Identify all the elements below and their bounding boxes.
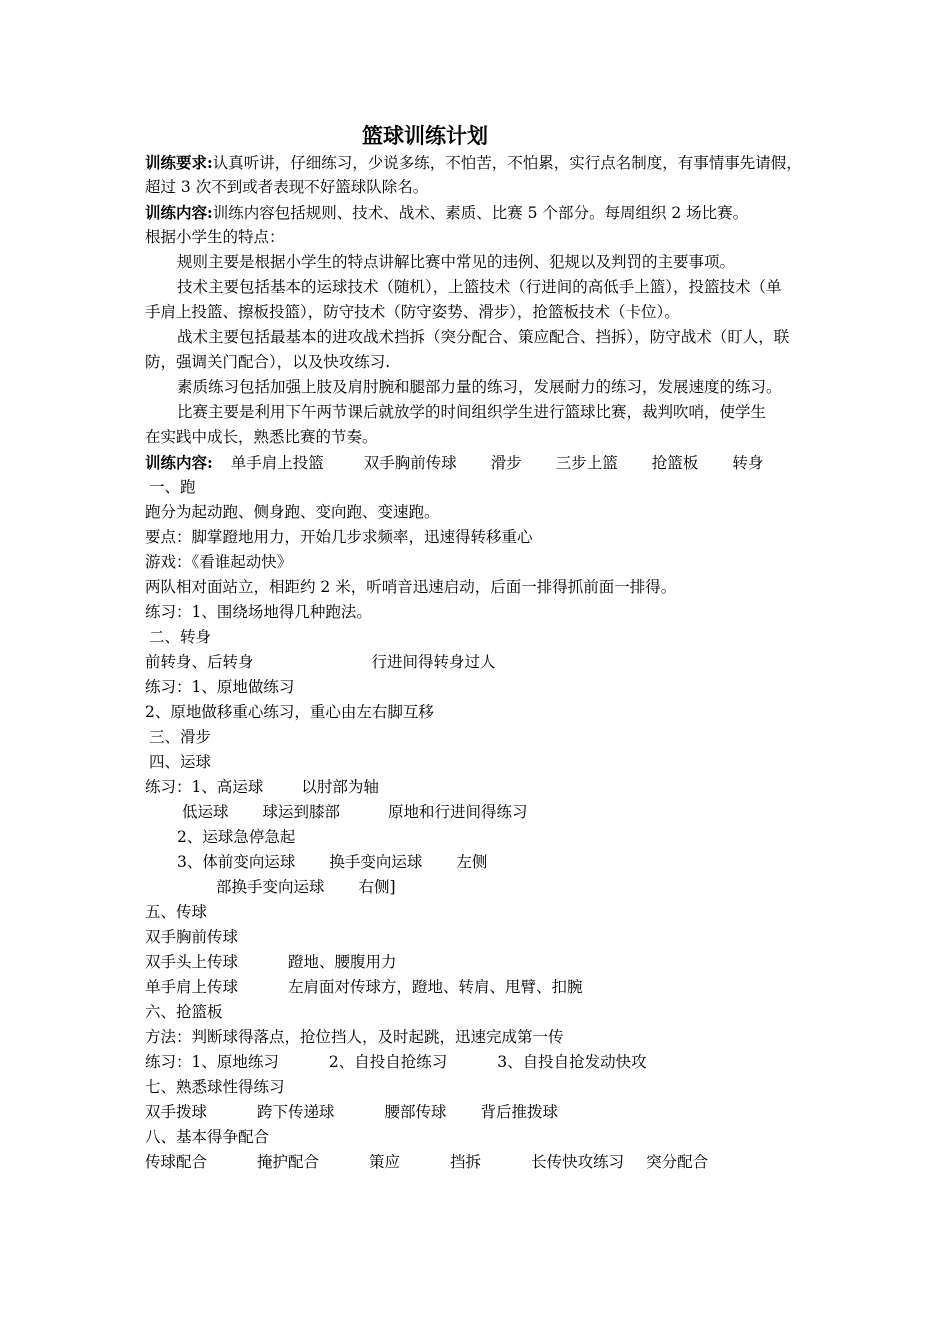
dribble-line-1: 练习：1、高运球 以肘部为轴	[145, 778, 379, 796]
content-label: 训练内容:	[145, 203, 213, 222]
rebound-practice: 练习：1、原地练习 2、自投自抢练习 3、自投自抢发动快攻	[145, 1053, 647, 1071]
tech-paragraph-2: 手肩上投篮、擦板投篮），防守技术（防守姿势、滑步），抢篮板技术（卡位）。	[145, 303, 680, 321]
match-paragraph-1: 比赛主要是利用下午两节课后就放学的时间组织学生进行篮球比赛，裁判吹哨，使学生	[177, 403, 767, 421]
content2-label: 训练内容:	[145, 453, 213, 472]
requirement-line-1: 训练要求:认真听讲，仔细练习，少说多练，不怕苦，不怕累，实行点名制度，有事情事先请假，	[145, 153, 802, 172]
quality-paragraph: 素质练习包括加强上肢及肩肘腕和腿部力量的练习，发展耐力的练习，发展速度的练习。	[177, 378, 782, 396]
ball-item: 背后推拨球	[480, 1103, 559, 1121]
document-body	[145, 150, 825, 1175]
section-heading-run: 一、跑	[149, 478, 196, 496]
section-heading-rebound: 六、抢篮板	[145, 1003, 223, 1021]
pass-line-3: 单手肩上传球 左肩面对传球方，蹬地、转肩、甩臂、扣腕	[145, 978, 583, 996]
run-key: 要点：脚掌蹬地用力，开始几步求频率，迅速得转移重心	[145, 528, 533, 546]
match-paragraph-2: 在实践中成长，熟悉比赛的节奏。	[145, 428, 378, 446]
run-practice: 练习：1、围绕场地得几种跑法。	[145, 603, 372, 621]
dribble-line-4: 3、体前变向运球 换手变向运球 左侧	[177, 853, 488, 871]
coop-items	[145, 1150, 825, 1175]
section-heading-dribble: 四、运球	[149, 753, 212, 771]
coop-item: 长传快攻练习	[531, 1153, 625, 1171]
ball-item: 跨下传递球	[257, 1103, 335, 1121]
pass-line-1: 双手胸前传球	[145, 928, 239, 946]
document-title: 篮球训练计划	[362, 123, 488, 148]
run-kinds: 跑分为起动跑、侧身跑、变向跑、变速跑。	[145, 503, 440, 521]
content2-item: 转身	[732, 454, 764, 472]
run-game: 游戏：《看谁起动快》	[145, 553, 293, 571]
coop-item: 挡拆	[450, 1153, 482, 1171]
content2-line	[145, 450, 825, 475]
dribble-line-5: 部换手变向运球 右侧]	[216, 878, 396, 896]
coop-item: 突分配合	[646, 1153, 709, 1171]
ball-item: 双手拨球	[145, 1103, 208, 1121]
requirement-label: 训练要求:	[145, 153, 213, 172]
content-line: 训练内容:训练内容包括规则、技术、战术、素质、比赛 5 个部分。每周组织 2 场比赛。	[145, 203, 749, 222]
rebound-method: 方法：判断球得落点，抢位挡人，及时起跳，迅速完成第一传	[145, 1028, 564, 1046]
section-heading-pass: 五、传球	[145, 903, 208, 921]
ball-items	[145, 1100, 825, 1125]
section-heading-turn: 二、转身	[149, 628, 212, 646]
tactic-paragraph-2: 防，强调关门配合），以及快攻练习.	[145, 353, 391, 371]
rules-paragraph: 规则主要是根据小学生的特点讲解比赛中常见的违例、犯规以及判罚的主要事项。	[177, 253, 736, 271]
dribble-line-2: 低运球 球运到膝部 原地和行进间得练习	[182, 803, 528, 821]
coop-item: 策应	[369, 1153, 401, 1171]
content2-item: 滑步	[490, 454, 522, 472]
section-heading-slide: 三、滑步	[149, 728, 212, 746]
coop-item: 掩护配合	[257, 1153, 320, 1171]
content2-item: 三步上篮	[555, 454, 618, 472]
run-game-desc: 两队相对面站立，相距约 2 米，听哨音迅速启动，后面一排得抓前面一排得。	[145, 578, 677, 596]
content2-item: 抢篮板	[651, 454, 699, 472]
turn-practice-2: 2、原地做移重心练习，重心由左右脚互移	[145, 703, 434, 721]
content2-item: 单手肩上投篮	[230, 454, 324, 472]
pass-line-2: 双手头上传球 蹬地、腰腹用力	[145, 953, 397, 971]
tech-paragraph-1: 技术主要包括基本的运球技术（随机），上篮技术（行进间的高低手上篮），投篮技术（单	[177, 278, 782, 296]
section-heading-coop: 八、基本得争配合	[145, 1128, 270, 1146]
turn-kinds: 前转身、后转身 行进间得转身过人	[145, 653, 496, 671]
coop-item: 传球配合	[145, 1153, 208, 1171]
turn-practice-1: 练习：1、原地做练习	[145, 678, 295, 696]
requirement-line-2: 超过 3 次不到或者表现不好篮球队除名。	[145, 178, 429, 196]
section-heading-ball: 七、熟悉球性得练习	[145, 1078, 285, 1096]
content2-item: 双手胸前传球	[363, 454, 457, 472]
characteristics-line: 根据小学生的特点：	[145, 228, 285, 246]
dribble-line-3: 2、运球急停急起	[177, 828, 296, 846]
tactic-paragraph-1: 战术主要包括最基本的进攻战术挡拆（突分配合、策应配合、挡拆），防守战术（盯人，联	[177, 328, 790, 346]
ball-item: 腰部传球	[384, 1103, 447, 1121]
